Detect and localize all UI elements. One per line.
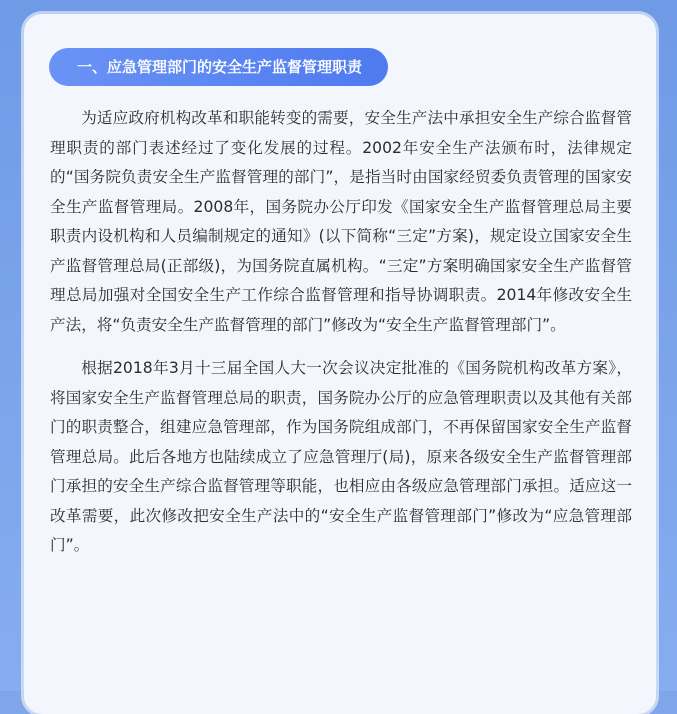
paragraph-2: 根据2018年3月十三届全国人大一次会议决定批准的《国务院机构改革方案》，将国家安全生产监督管理总局的职责，国务院办公厅的应急管理职责以及其他有关部门的职责整合，组建应急管理部，作为国务院组成部门，不再保留国家安全生产监督管理总局。此后各地方也陆续成立了应急管理厅(局)，原来各级安全生产监督管理部门承担的安全生产综合监督管理等职能，也相应由各级应急管理部门承担。适应这一改革需要，此次修改把安全生产法中的“安全生产监督管理部门”修改为“应急管理部门”。 [50,359,632,554]
content-card [24,14,656,714]
article-body [50,104,632,575]
section-title-badge: 一、应急管理部门的安全生产监督管理职责 [49,48,388,86]
paragraph-1: 为适应政府机构改革和职能转变的需要，安全生产法中承担安全生产综合监督管理职责的部门表述经过了变化发展的过程。2002年安全生产法颁布时，法律规定的“国务院负责安全生产监督管理的部门”，是指当时由国家经贸委负责管理的国家安全生产监督管理局。2008年，国务院办公厅印发《国家安全生产监督管理总局主要职责内设机构和人员编制规定的通知》(以下简称“三定”方案)，规定设立国家安全生产监督管理总局(正部级)，为国务院直属机构。“三定”方案明确国家安全生产监督管理总局加强对全国安全生产工作综合监督管理和指导协调职责。2014年修改安全生产法，将“负责安全生产监督管理的部门”修改为“安全生产监督管理部门”。 [50,109,632,334]
